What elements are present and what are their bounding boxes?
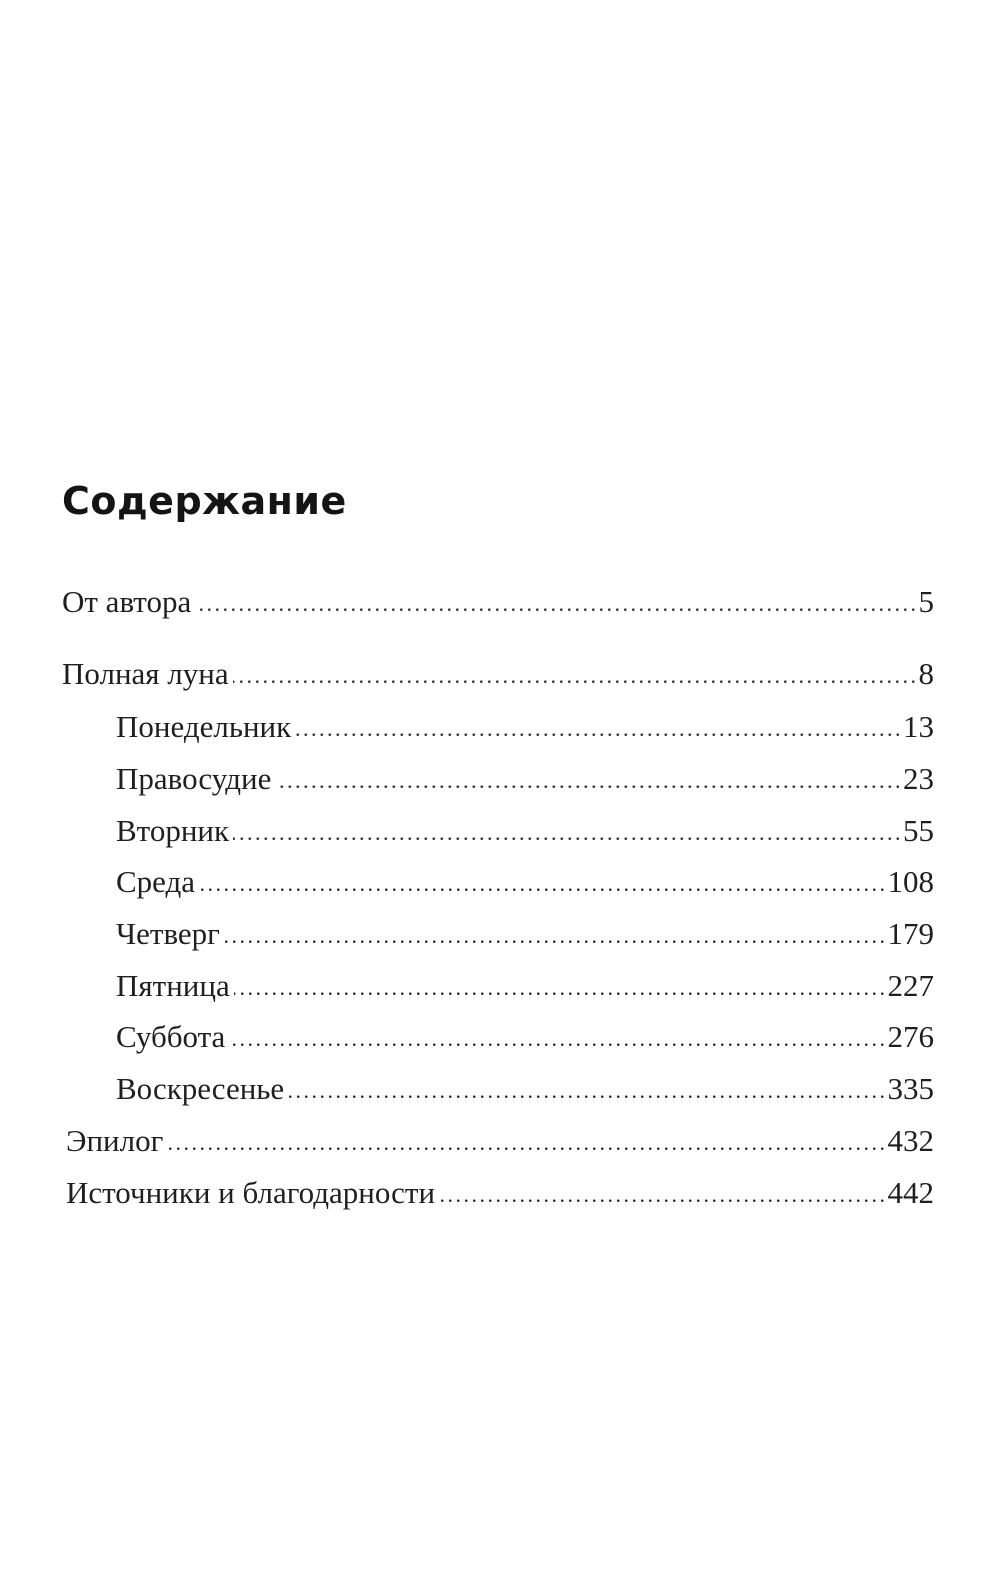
toc-entry-page-number: 276 [887, 1019, 934, 1054]
toc-entry-page-number: 335 [887, 1071, 934, 1106]
dot-leader [295, 718, 899, 740]
dot-leader [167, 1132, 883, 1154]
toc-entry-pravosudie [116, 763, 934, 794]
toc-entry-label: Вторник [116, 813, 230, 848]
dot-leader [229, 1028, 883, 1050]
toc-entry-page-number: 432 [887, 1123, 934, 1158]
toc-entry-page-number: 13 [903, 709, 934, 744]
dot-leader [233, 822, 899, 844]
toc-entry-label: Пятница [116, 968, 230, 1003]
toc-entry-page-number: 5 [918, 584, 934, 619]
toc-entry-label: Правосудие [116, 761, 272, 796]
toc-entry-subbota [116, 1021, 934, 1052]
dot-leader [199, 873, 883, 895]
toc-entry-polnaya-luna [62, 658, 934, 689]
toc-entry-epilog [66, 1125, 934, 1156]
toc-entry-ponedelnik [116, 711, 934, 742]
toc-entry-chetverg [116, 918, 934, 949]
toc-entry-sreda [116, 866, 934, 897]
toc-entry-label: Четверг [116, 916, 220, 951]
toc-entry-page-number: 8 [918, 656, 934, 691]
toc-entry-voskresenye [116, 1073, 934, 1104]
toc-entry-label: Суббота [116, 1019, 226, 1054]
toc-entry-label: Воскресенье [116, 1071, 285, 1106]
toc-entry-page-number: 23 [903, 761, 934, 796]
toc-entry-label: Полная луна [62, 656, 229, 691]
toc-entry-page-number: 108 [887, 864, 934, 899]
toc-entry-label: Понедельник [116, 709, 292, 744]
toc-entry-istochniki [66, 1177, 934, 1208]
dot-leader [224, 925, 884, 947]
toc-entry-page-number: 179 [887, 916, 934, 951]
dot-leader [288, 1080, 883, 1102]
toc-entry-page-number: 227 [887, 968, 934, 1003]
toc-entry-page-number: 442 [887, 1175, 934, 1210]
dot-leader [233, 665, 915, 687]
toc-entry-ot-avtora [62, 586, 934, 617]
dot-leader [234, 977, 884, 999]
toc-entry-vtornik [116, 815, 934, 846]
toc-entry-label: От автора [62, 584, 192, 619]
toc-entry-pyatnitsa [116, 970, 934, 1001]
dot-leader [195, 593, 914, 615]
toc-entry-label: Эпилог [66, 1123, 164, 1158]
dot-leader [439, 1184, 883, 1206]
toc-entry-label: Источники и благодарности [66, 1175, 436, 1210]
page-title: Содержание [62, 479, 347, 523]
dot-leader [275, 770, 899, 792]
toc-entry-page-number: 55 [903, 813, 934, 848]
toc-entry-label: Среда [116, 864, 196, 899]
